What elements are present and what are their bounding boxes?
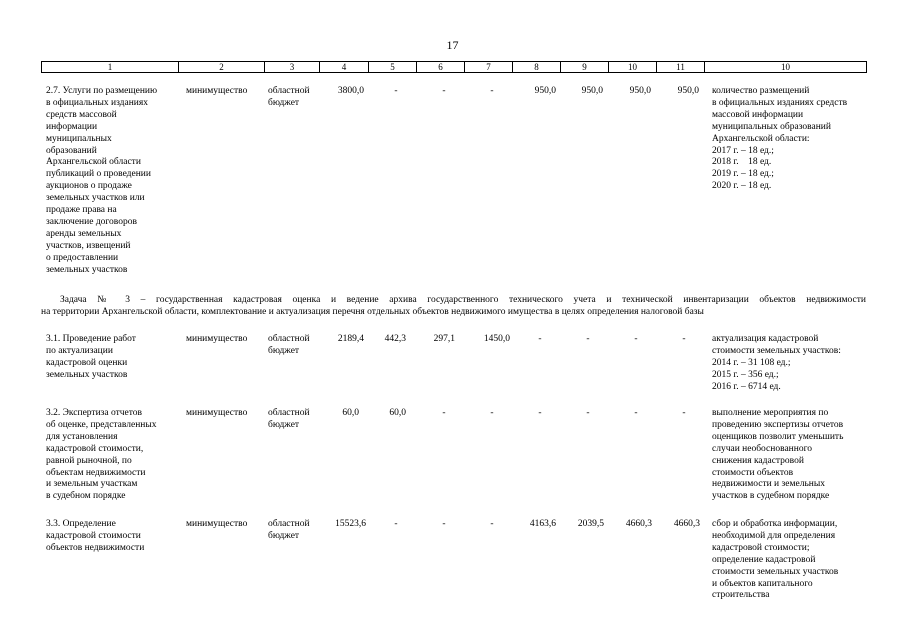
funding-source: областной бюджет xyxy=(268,86,310,108)
measure-description: 3.3. Определение кадастровой стоимости объектов недвижимости xyxy=(46,519,145,553)
column-number: 7 xyxy=(465,62,513,73)
page-number: 17 xyxy=(446,38,459,52)
cell-2020: - xyxy=(682,408,686,418)
expected-result: выполнение мероприятия по проведению экспертизы отчетов оценщиков позволит уменьшить случаи необоснованного снижения кадастровой стоимости объектов недвижимости и земельных участков в судебном порядке xyxy=(712,408,844,502)
measure-description: 3.1. Проведение работ по актуализации кадастровой оценки земельных участков xyxy=(46,334,136,380)
cell-2016: - xyxy=(490,86,494,96)
cell-total: 3800,0 xyxy=(337,86,364,96)
task-heading-line: на территории Архангельской области, комплектование и актуализация перечня отдельных объектов недвижимого имущества в целях определения налоговой базы xyxy=(41,306,704,317)
measure-description: 3.2. Экспертиза отчетов об оценке, представленных для установления кадастровой стоимости, равной рыночной, по объектам недвижимости и земельным участкам в судебном порядке xyxy=(46,408,157,502)
cell-2015: - xyxy=(442,86,446,96)
cell-2018: - xyxy=(586,408,590,418)
cell-total: 2189,4 xyxy=(337,334,364,344)
cell-2018: 2039,5 xyxy=(577,519,604,529)
cell-2015: - xyxy=(442,519,446,529)
cell-2014: 60,0 xyxy=(389,408,406,418)
column-number: 5 xyxy=(369,62,417,73)
column-number: 4 xyxy=(320,62,369,73)
cell-2014: - xyxy=(394,86,398,96)
cell-2017: 4163,6 xyxy=(529,519,556,529)
cell-2020: 4660,3 xyxy=(673,519,700,529)
cell-2020: - xyxy=(682,334,686,344)
expected-result: количество размещений в официальных изданиях средств массовой информации муниципальных образований Архангельской области: 2017 г. – 18 ед.; 2018 г. 18 ед. 2019 г. – 18 ед.; 2020 г. – 18 ед. xyxy=(712,86,848,192)
expected-result: актуализация кадастровой стоимости земельных участков: 2014 г. – 31 108 ед.; 2015 г. – 356 ед.; 2016 г. – 6714 ед. xyxy=(712,334,841,392)
cell-2019: - xyxy=(634,408,638,418)
column-number: 1 xyxy=(42,62,179,73)
executor: минимущество xyxy=(186,86,248,96)
cell-total: 15523,6 xyxy=(335,519,366,529)
funding-source: областной бюджет xyxy=(268,408,310,430)
task-heading xyxy=(41,295,866,319)
cell-2019: 950,0 xyxy=(629,86,651,96)
task-heading-line: Задача № 3 – государственная кадастровая оценка и ведение архива государственного технического учета и технической инвентаризации объектов недвижимости xyxy=(60,295,866,305)
cell-total: 60,0 xyxy=(342,408,359,418)
cell-2016: - xyxy=(490,408,494,418)
cell-2017: 950,0 xyxy=(534,86,556,96)
column-number-header xyxy=(41,61,867,73)
executor: минимущество xyxy=(186,334,248,344)
funding-source: областной бюджет xyxy=(268,519,310,541)
cell-2018: 950,0 xyxy=(581,86,603,96)
column-number: 2 xyxy=(179,62,265,73)
column-number: 9 xyxy=(561,62,609,73)
cell-2017: - xyxy=(538,334,542,344)
measure-description: 2.7. Услуги по размещению в официальных изданиях средств массовой информации муниципальных образований Архангельской области публикаций о проведении аукционов о продаже земельных участков или продаже права на заключение договоров аренды земельных участков, извещений о предоставлении земельных участков xyxy=(46,86,158,275)
column-number: 10 xyxy=(705,62,867,73)
cell-2015: - xyxy=(442,408,446,418)
cell-2019: - xyxy=(634,334,638,344)
funding-source: областной бюджет xyxy=(268,334,310,356)
executor: минимущество xyxy=(186,519,248,529)
cell-2020: 950,0 xyxy=(677,86,699,96)
cell-2014: - xyxy=(394,519,398,529)
cell-2016: 1450,0 xyxy=(483,334,510,344)
column-number: 10 xyxy=(609,62,657,73)
cell-2017: - xyxy=(538,408,542,418)
cell-2019: 4660,3 xyxy=(625,519,652,529)
expected-result: сбор и обработка информации, необходимой для определения кадастровой стоимости; определение кадастровой стоимости земельных участков и объектов капитального строительства xyxy=(712,519,839,601)
executor: минимущество xyxy=(186,408,248,418)
column-number: 6 xyxy=(417,62,465,73)
cell-2018: - xyxy=(586,334,590,344)
column-number: 3 xyxy=(265,62,320,73)
column-number: 11 xyxy=(657,62,705,73)
column-number: 8 xyxy=(513,62,561,73)
cell-2014: 442,3 xyxy=(384,334,406,344)
cell-2015: 297,1 xyxy=(433,334,455,344)
cell-2016: - xyxy=(490,519,494,529)
